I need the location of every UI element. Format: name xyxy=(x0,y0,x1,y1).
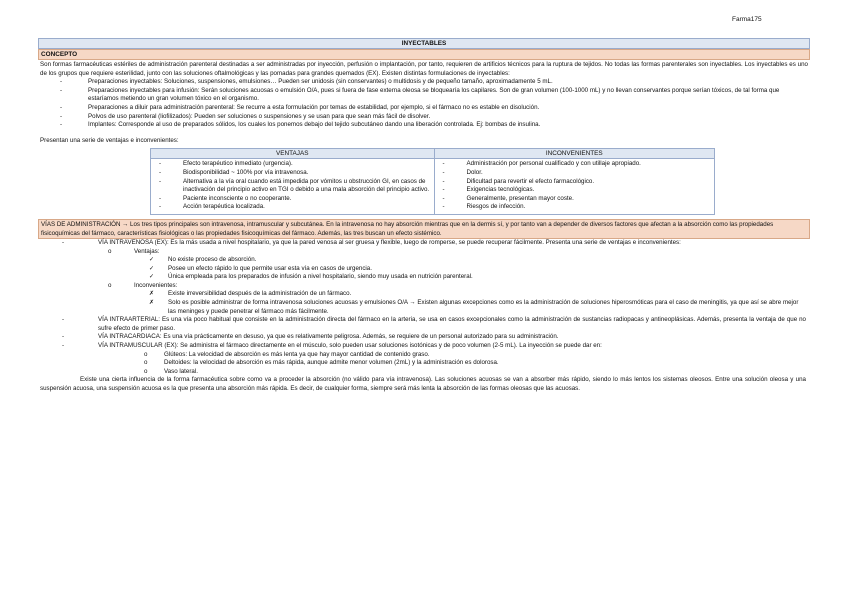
list-item: Solo es posible administrar de forma intravenosa soluciones acuosas y emulsiones O/A → Existen algunas excepciones como es la administración de soluciones hiperosmóticas para el caso de meningitis, ya que así se abre mejor las meninges y puede penetrar el fármaco más fácilmente. xyxy=(168,299,799,315)
document-body xyxy=(38,38,810,394)
list-item: No existe proceso de absorción. xyxy=(168,256,257,264)
table-row: - Efecto terapéutico inmediato (urgencia). xyxy=(155,160,430,169)
inconvenientes-header: INCONVENIENTES xyxy=(434,149,715,159)
inconvenientes-cell xyxy=(434,159,715,215)
route-intravenosa: - VÍA INTRAVENOSA (EX): Es la más usada a nivel hospitalario, ya que la pared venosa al ser gruesa y flexible, luego de romperse, se puede recuperar fácilmente. Presenta una serie de ventajas e inconvenientes: xyxy=(62,238,681,246)
table-row: - Alternativa a la vía oral cuando está impedida por vómitos u obstrucción GI, en casos de inactivación del principio activo en TGI o debido a una mala absorción del principio activo. xyxy=(155,178,430,195)
ventajas-header: VENTAJAS xyxy=(151,149,435,159)
table-row: - Generalmente, presentan mayor coste. xyxy=(439,195,711,204)
inconvenientes-label: Inconvenientes: xyxy=(134,281,178,289)
ventajas-inconvenientes-table xyxy=(150,148,715,215)
list-item: - Preparaciones inyectables para infusión: Serán soluciones acuosas o emulsión O/A, pues si fuera de fase externa oleosa se bloquearía los capilares. Son de gran volumen (100-1000 mL) y no llevan conservantes porque serían tóxicos, de tal forma que estaríamos metiendo un gran volumen tóxico en el organismo. xyxy=(38,87,810,104)
table-row: - Biodisponibilidad ~ 100% por vía intravenosa. xyxy=(155,169,430,178)
table-row: - Dolor. xyxy=(439,169,711,178)
list-item: - Implantes: Corresponde al uso de preparados sólidos, los cuales los ponemos debajo del tejido subcutáneo dando una liberación controlada. Ej: bombas de insulina. xyxy=(38,121,810,130)
list-item: Posee un efecto rápido lo que permite usar esta vía en casos de urgencia. xyxy=(168,264,372,272)
section-heading-vias: VÍAS DE ADMINISTRACIÓN → Los tres tipos principales son intravenosa, intramuscular y subcutánea. En la intravenosa no hay absorción mientras que en la dermis sí, y por tanto van a depender de diversos factores que afectan a la absorción como las propiedades fisicoquímicas del fármaco, características fisiológicas o las propiedades fisicoquímicas del fármaco. Además, las tres buscan un efecto sistémico. xyxy=(38,219,810,239)
page-number: Farma175 xyxy=(732,16,762,23)
im-site-item: o Glúteos: La velocidad de absorción es más lenta ya que hay mayor cantidad de contenido graso. xyxy=(144,350,430,358)
document-title: INYECTABLES xyxy=(38,38,810,49)
closing-paragraph: Existe una cierta influencia de la forma farmacéutica sobre como va a proceder la absorción (no válido para vía intravenosa). Las soluciones acuosas se van a absorber más rápido, siendo lo más lentos los sistemas oleosos. Entre una solución oleosa y una suspensión acuosa, una suspensión acuosa es la que presenta una absorción más rápida. Es decir, de cualquier forma, siempre será más lenta la absorción de las formas oleosas que las acuosas. xyxy=(40,376,806,392)
check-icon: ✓ xyxy=(149,264,155,272)
ventajas-label: Ventajas: xyxy=(134,247,160,255)
list-item: Existe irreversibilidad después de la administración de un fármaco. xyxy=(168,290,352,298)
check-icon: ✓ xyxy=(149,256,155,264)
table-row: - Paciente inconsciente o no cooperante. xyxy=(155,195,430,204)
section-heading-concepto: CONCEPTO xyxy=(38,49,810,60)
iv-inconveniente-item xyxy=(38,290,810,299)
formulations-list xyxy=(38,78,810,130)
table-row: - Riesgos de infección. xyxy=(439,203,711,212)
table-row: - Dificultad para revertir el efecto farmacológico. xyxy=(439,178,711,187)
ventajas-intro: Presentan una serie de ventajas e inconvenientes: xyxy=(40,136,179,144)
iv-ventaja-item xyxy=(38,273,810,282)
iv-ventaja-item xyxy=(38,265,810,274)
table-row: - Administración por personal cualificado y con utillaje apropiado. xyxy=(439,160,711,169)
im-site-item: o Vaso lateral. xyxy=(144,367,198,375)
cross-icon: ✗ xyxy=(149,299,155,307)
route-intramuscular: - VÍA INTRAMUSCULAR (EX): Se administra el fármaco directamente en el músculo, solo pueden usar soluciones isotónicas y de poco volumen (2-5 mL). La inyección se puede dar en: xyxy=(62,342,602,350)
list-item: Glúteos: La velocidad de absorción es más lenta ya que hay mayor cantidad de contenido graso. xyxy=(164,350,430,358)
table-row: - Acción terapéutica localizada. xyxy=(155,203,430,212)
route-intraarterial: - VÍA INTRAARTERIAL: Es una vía poco habitual que consiste en la administración directa del fármaco en la arteria, se usa en casos excepcionales como la administración de sustancias radiopacas y antineoplásicas. Además, presenta la ventaja de que no sufre efecto de primer paso. xyxy=(62,316,806,332)
ventajas-cell xyxy=(151,159,435,215)
route-intracardiaca: - VÍA INTRACARDIACA: Es una vía prácticamente en desuso, ya que es relativamente peligrosa. Además, se requiere de un personal autorizado para su administración. xyxy=(62,333,559,341)
list-item: Deltoides: la velocidad de absorción es más rápida, aunque admite menor volumen (2mL) y la administración es dolorosa. xyxy=(164,359,499,367)
list-item: - Polvos de uso parenteral (liofilizados): Pueden ser soluciones o suspensiones y se usan para que sean más fácil de disolver. xyxy=(38,113,810,122)
route-intramuscular-text: VÍA INTRAMUSCULAR (EX): Se administra el fármaco directamente en el músculo, solo pueden usar soluciones isotónicas y de poco volumen (2-5 mL). La inyección se puede dar en: xyxy=(98,342,602,350)
im-site-item: o Deltoides: la velocidad de absorción es más rápida, aunque admite menor volumen (2mL) y la administración es dolorosa. xyxy=(144,359,499,367)
list-item: Única empleada para los preparados de infusión a nivel hospitalario, siendo muy usada en nutrición parenteral. xyxy=(168,273,473,281)
route-intravenosa-text: VÍA INTRAVENOSA (EX): Es la más usada a nivel hospitalario, ya que la pared venosa al ser gruesa y flexible, luego de romperse, se puede recuperar fácilmente. Presenta una serie de ventajas e inconvenientes: xyxy=(98,238,681,246)
list-item: Vaso lateral. xyxy=(164,367,198,375)
iv-ventajas-label: o Ventajas: xyxy=(108,247,160,255)
list-item: - Preparaciones a diluir para administración parenteral: Se recurre a esta formulación por temas de estabilidad, por ejemplo, si el fármaco no es estable en disolución. xyxy=(38,104,810,113)
route-intracardiaca-text: VÍA INTRACARDIACA: Es una vía prácticamente en desuso, ya que es relativamente peligrosa. Además, se requiere de un personal autorizado para su administración. xyxy=(98,333,559,341)
route-intraarterial-text: VÍA INTRAARTERIAL: Es una vía poco habitual que consiste en la administración directa del fármaco en la arteria, se usa en casos excepcionales como la administración de sustancias radiopacas y antineoplásicas. Además, presenta la ventaja de que no sufre efecto de primer paso. xyxy=(98,316,806,332)
list-item: - Preparaciones inyectables: Soluciones, suspensiones, emulsiones… Pueden ser unidosis (sin conservantes) o multidosis y de pequeño tamaño, aproximadamente 5 mL. xyxy=(38,78,810,87)
concepto-intro: Son formas farmacéuticas estériles de administración parenteral destinadas a ser administradas por inyección, perfusión o implantación, por tanto, requieren de artificios técnicos para la ruptura de tejidos. No todas las formas parenterales son inyectables. Los inyectables es uno de los grupos que requiere esterilidad, junto con las soluciones oftalmológicas y las pomadas para grandes quemados (EX). Existen distintas formulaciones de inyectables: xyxy=(40,61,808,77)
cross-icon: ✗ xyxy=(149,290,155,298)
table-row: - Exigencias tecnológicas. xyxy=(439,186,711,195)
iv-inconvenientes-label: o Inconvenientes: xyxy=(108,281,178,289)
iv-ventaja-item xyxy=(38,256,810,265)
check-icon: ✓ xyxy=(149,273,155,281)
iv-inconveniente-item xyxy=(38,299,810,316)
